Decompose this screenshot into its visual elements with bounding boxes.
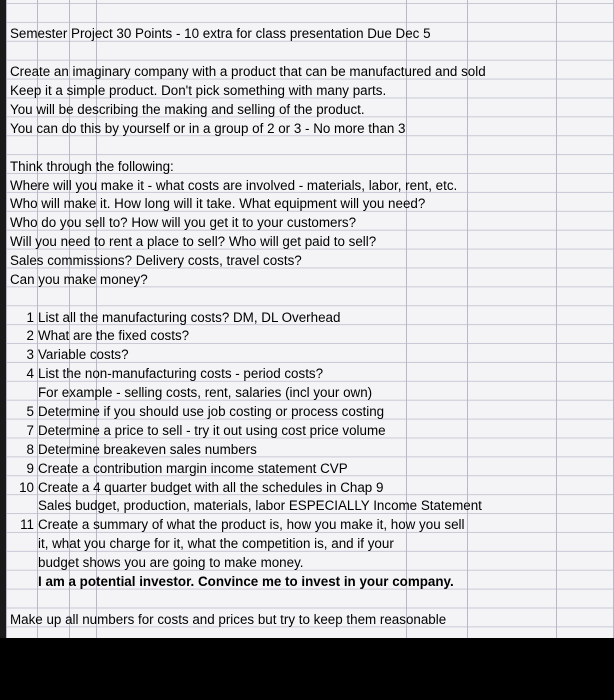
think-cell[interactable]: Will you need to rent a place to sell? Who will get paid to sell? bbox=[10, 234, 377, 249]
item-text: Create a contribution margin income statement CVP bbox=[38, 461, 348, 476]
header-cell[interactable]: Semester Project 30 Points - 10 extra for class presentation Due Dec 5 bbox=[10, 26, 431, 41]
item-text: List all the manufacturing costs? DM, DL Overhead bbox=[38, 310, 341, 325]
think-cell[interactable]: Can you make money? bbox=[10, 272, 148, 287]
item-text: Determine a price to sell - try it out using cost price volume bbox=[38, 423, 386, 438]
list-item[interactable] bbox=[6, 535, 394, 553]
item-number: 1 bbox=[26, 310, 34, 325]
think-cell[interactable]: Who will make it. How long will it take. What equipment will you need? bbox=[10, 196, 426, 211]
list-item[interactable] bbox=[6, 384, 372, 402]
list-item[interactable] bbox=[6, 460, 348, 478]
item-text: Determine if you should use job costing or process costing bbox=[38, 404, 385, 419]
think-cell[interactable]: Where will you make it - what costs are involved - materials, labor, rent, etc. bbox=[10, 178, 458, 193]
item-number: 9 bbox=[26, 461, 34, 476]
list-item[interactable] bbox=[6, 554, 304, 572]
item-number: 3 bbox=[26, 347, 34, 362]
item-text: Create a 4 quarter budget with all the schedules in Chap 9 bbox=[38, 480, 384, 495]
think-cell[interactable]: Think through the following: bbox=[10, 159, 174, 174]
item-text: List the non-manufacturing costs - period costs? bbox=[38, 366, 324, 381]
list-item[interactable] bbox=[6, 497, 482, 515]
item-text: For example - selling costs, rent, salaries (incl your own) bbox=[38, 385, 373, 400]
item-number: 10 bbox=[19, 480, 34, 495]
list-item[interactable] bbox=[6, 403, 384, 421]
intro-cell[interactable]: Keep it a simple product. Don't pick something with many parts. bbox=[10, 83, 387, 98]
think-cell[interactable]: Who do you sell to? How will you get it to your customers? bbox=[10, 215, 357, 230]
item-text: Create a summary of what the product is, how you make it, how you sell bbox=[38, 517, 465, 532]
think-cell[interactable]: Sales commissions? Delivery costs, travel costs? bbox=[10, 253, 302, 268]
item-text: Determine breakeven sales numbers bbox=[38, 442, 257, 457]
item-number: 11 bbox=[20, 517, 34, 532]
footer-cell[interactable]: Make up all numbers for costs and prices but try to keep them reasonable bbox=[10, 612, 447, 627]
item-text: Variable costs? bbox=[38, 347, 129, 362]
item-number: 5 bbox=[26, 404, 34, 419]
empty-dark-area bbox=[0, 638, 614, 700]
item-text: Sales budget, production, materials, labor ESPECIALLY Income Statement bbox=[38, 498, 482, 513]
list-item[interactable] bbox=[6, 441, 257, 459]
list-item[interactable] bbox=[6, 309, 340, 327]
column-divider bbox=[406, 0, 407, 640]
list-item[interactable] bbox=[6, 422, 386, 440]
list-item[interactable] bbox=[6, 365, 323, 383]
list-item[interactable] bbox=[6, 479, 383, 497]
item-text: What are the fixed costs? bbox=[38, 328, 190, 343]
intro-cell[interactable]: You can do this by yourself or in a group of 2 or 3 - No more than 3 bbox=[10, 121, 406, 136]
item-number: 8 bbox=[26, 442, 34, 457]
item-text: it, what you charge for it, what the competition is, and if your bbox=[38, 536, 394, 551]
item-text: budget shows you are going to make money. bbox=[38, 555, 304, 570]
column-divider bbox=[556, 0, 557, 640]
investor-note[interactable]: I am a potential investor. Convince me to invest in your company. bbox=[38, 574, 454, 589]
intro-cell[interactable]: Create an imaginary company with a product that can be manufactured and sold bbox=[10, 64, 486, 79]
item-number: 7 bbox=[26, 423, 34, 438]
item-number: 2 bbox=[26, 328, 34, 343]
list-item[interactable] bbox=[6, 327, 189, 345]
item-number: 4 bbox=[26, 366, 34, 381]
list-item[interactable] bbox=[6, 516, 464, 534]
intro-cell[interactable]: You will be describing the making and selling of the product. bbox=[10, 102, 365, 117]
column-divider bbox=[467, 0, 468, 640]
list-item[interactable] bbox=[6, 346, 129, 364]
